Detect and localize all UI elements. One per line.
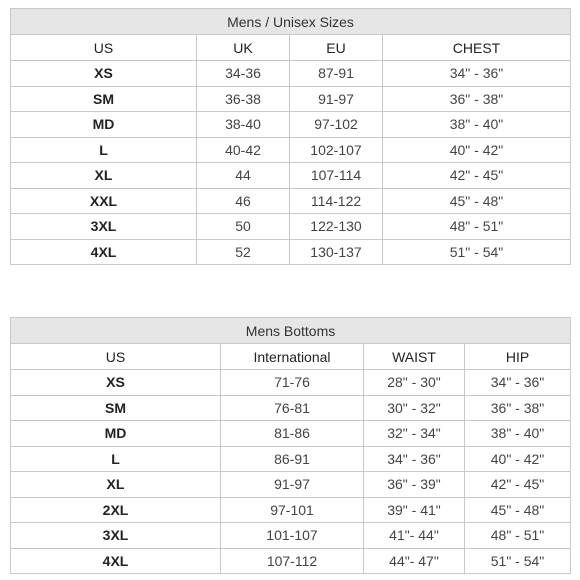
column-header-uk: UK xyxy=(197,35,290,61)
column-header-international: International xyxy=(221,344,364,370)
column-header-us: US xyxy=(11,344,221,370)
column-header-waist: WAIST xyxy=(364,344,465,370)
hip-cell: 48" - 51" xyxy=(465,523,571,549)
table-row xyxy=(11,86,571,112)
column-header-chest: CHEST xyxy=(383,35,571,61)
table-row xyxy=(11,188,571,214)
size-cell: XS xyxy=(11,61,197,87)
uk-cell: 50 xyxy=(197,214,290,240)
table-row xyxy=(11,395,571,421)
waist-cell: 44"- 47" xyxy=(364,548,465,574)
uk-cell: 44 xyxy=(197,163,290,189)
waist-cell: 41"- 44" xyxy=(364,523,465,549)
international-cell: 81-86 xyxy=(221,421,364,447)
chest-cell: 51" - 54" xyxy=(383,239,571,265)
size-cell: 4XL xyxy=(11,548,221,574)
size-cell: 2XL xyxy=(11,497,221,523)
waist-cell: 28" - 30" xyxy=(364,370,465,396)
uk-cell: 46 xyxy=(197,188,290,214)
hip-cell: 34" - 36" xyxy=(465,370,571,396)
international-cell: 91-97 xyxy=(221,472,364,498)
chest-cell: 40" - 42" xyxy=(383,137,571,163)
international-cell: 76-81 xyxy=(221,395,364,421)
size-cell: 3XL xyxy=(11,214,197,240)
table-row xyxy=(11,497,571,523)
mens-bottoms-size-table xyxy=(10,317,571,574)
eu-cell: 97-102 xyxy=(290,112,383,138)
international-cell: 107-112 xyxy=(221,548,364,574)
table-row xyxy=(11,61,571,87)
column-header-hip: HIP xyxy=(465,344,571,370)
waist-cell: 32" - 34" xyxy=(364,421,465,447)
uk-cell: 36-38 xyxy=(197,86,290,112)
table-row xyxy=(11,163,571,189)
uk-cell: 52 xyxy=(197,239,290,265)
size-cell: 3XL xyxy=(11,523,221,549)
hip-cell: 45" - 48" xyxy=(465,497,571,523)
chest-cell: 36" - 38" xyxy=(383,86,571,112)
size-cell: MD xyxy=(11,421,221,447)
hip-cell: 51" - 54" xyxy=(465,548,571,574)
hip-cell: 38" - 40" xyxy=(465,421,571,447)
hip-cell: 36" - 38" xyxy=(465,395,571,421)
eu-cell: 87-91 xyxy=(290,61,383,87)
uk-cell: 38-40 xyxy=(197,112,290,138)
table-row xyxy=(11,112,571,138)
size-cell: L xyxy=(11,446,221,472)
table-row xyxy=(11,472,571,498)
column-header-us: US xyxy=(11,35,197,61)
mens-unisex-size-table xyxy=(10,8,571,265)
international-cell: 97-101 xyxy=(221,497,364,523)
table-row xyxy=(11,421,571,447)
size-cell: XL xyxy=(11,472,221,498)
size-cell: SM xyxy=(11,395,221,421)
size-cell: XXL xyxy=(11,188,197,214)
table-row xyxy=(11,370,571,396)
table-title: Mens Bottoms xyxy=(11,318,571,344)
size-cell: L xyxy=(11,137,197,163)
chest-cell: 48" - 51" xyxy=(383,214,571,240)
table-title: Mens / Unisex Sizes xyxy=(11,9,571,35)
size-cell: XS xyxy=(11,370,221,396)
chest-cell: 42" - 45" xyxy=(383,163,571,189)
waist-cell: 36" - 39" xyxy=(364,472,465,498)
international-cell: 71-76 xyxy=(221,370,364,396)
hip-cell: 42" - 45" xyxy=(465,472,571,498)
waist-cell: 30" - 32" xyxy=(364,395,465,421)
table-row xyxy=(11,446,571,472)
uk-cell: 40-42 xyxy=(197,137,290,163)
eu-cell: 122-130 xyxy=(290,214,383,240)
size-cell: XL xyxy=(11,163,197,189)
table-row xyxy=(11,523,571,549)
international-cell: 101-107 xyxy=(221,523,364,549)
table-row xyxy=(11,548,571,574)
size-cell: 4XL xyxy=(11,239,197,265)
table-row xyxy=(11,239,571,265)
uk-cell: 34-36 xyxy=(197,61,290,87)
hip-cell: 40" - 42" xyxy=(465,446,571,472)
chest-cell: 34" - 36" xyxy=(383,61,571,87)
waist-cell: 34" - 36" xyxy=(364,446,465,472)
chest-cell: 38" - 40" xyxy=(383,112,571,138)
waist-cell: 39" - 41" xyxy=(364,497,465,523)
eu-cell: 102-107 xyxy=(290,137,383,163)
table-row xyxy=(11,137,571,163)
eu-cell: 91-97 xyxy=(290,86,383,112)
size-cell: SM xyxy=(11,86,197,112)
size-cell: MD xyxy=(11,112,197,138)
column-header-eu: EU xyxy=(290,35,383,61)
international-cell: 86-91 xyxy=(221,446,364,472)
eu-cell: 107-114 xyxy=(290,163,383,189)
table-row xyxy=(11,214,571,240)
eu-cell: 130-137 xyxy=(290,239,383,265)
chest-cell: 45" - 48" xyxy=(383,188,571,214)
eu-cell: 114-122 xyxy=(290,188,383,214)
